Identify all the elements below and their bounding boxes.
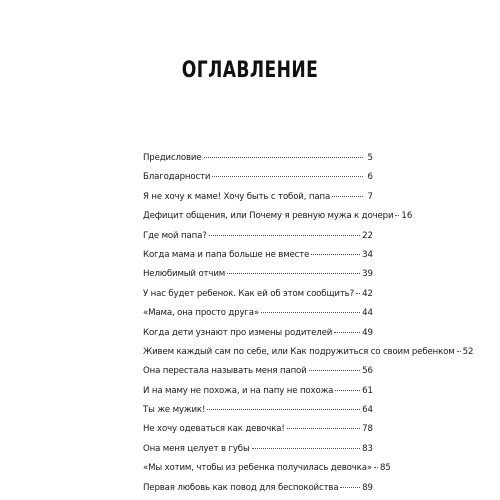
dot-leader — [311, 254, 360, 255]
toc-entry — [143, 149, 373, 168]
dot-leader — [335, 390, 360, 391]
toc-entry-page: 44 — [362, 308, 373, 319]
toc-entry-page: 61 — [362, 385, 373, 396]
toc-entry — [143, 343, 474, 362]
toc-entry — [143, 285, 373, 304]
toc-entry-title: «Мы хотим, чтобы из ребенка получилась девочка» — [143, 463, 372, 474]
toc-entry-page: 64 — [362, 405, 373, 416]
toc-entry-page: 16 — [401, 211, 413, 222]
toc-entry — [143, 459, 391, 478]
dot-leader — [309, 370, 360, 371]
toc-entry-title: Где мой папа? — [143, 230, 207, 241]
toc-entry-page: 56 — [362, 366, 373, 377]
dot-leader — [227, 273, 360, 274]
toc-entry — [143, 168, 373, 187]
dot-leader — [332, 196, 363, 197]
toc-entry — [143, 207, 413, 226]
toc-entry — [143, 246, 373, 265]
toc-entry-page: 22 — [362, 230, 373, 241]
toc-entry — [143, 304, 373, 323]
toc-entry-title: Первая любовь как повод для беспокойства — [143, 482, 339, 493]
toc-entry-page: 49 — [362, 327, 373, 338]
toc-entry-title: «Мама, она просто друга» — [143, 308, 259, 319]
toc-entry-title: Благодарности — [143, 172, 211, 183]
toc-entry — [143, 401, 373, 420]
toc-entry-title: Она меня целует в губы — [143, 443, 250, 454]
page-title: ОГЛАВЛЕНИЕ — [181, 58, 319, 83]
toc-entry-page: 6 — [367, 172, 373, 183]
toc-entry-title: Она перестала называть меня папой — [143, 366, 307, 377]
toc-entry-title: Не хочу одеваться как девочка! — [143, 424, 285, 435]
toc-entry-title: Когда дети узнают про измены родителей — [143, 327, 333, 338]
dot-leader — [212, 176, 363, 177]
dot-leader — [204, 157, 364, 158]
toc-entry-title: Дефицит общения, или Почему я ревную мужа к дочери — [143, 211, 394, 222]
toc-entry — [143, 420, 373, 439]
dot-leader — [457, 351, 461, 352]
dot-leader — [395, 215, 399, 216]
toc-entry — [143, 188, 373, 207]
toc-entry-page: 83 — [362, 443, 373, 454]
toc-entry — [143, 479, 373, 498]
dot-leader — [334, 332, 360, 333]
toc-entry-page: 39 — [362, 269, 373, 280]
toc-entry-title: Когда мама и папа больше не вместе — [143, 249, 310, 260]
dot-leader — [287, 428, 360, 429]
toc-entry-title: Я не хочу к маме! Хочу быть с тобой, папа — [143, 191, 331, 202]
dot-leader — [207, 409, 360, 410]
toc-entry-page: 85 — [379, 463, 391, 474]
dot-leader — [340, 487, 360, 488]
toc-entry — [143, 227, 373, 246]
toc-entry-title: Ты же мужик! — [143, 405, 206, 416]
toc-entry-page: 89 — [362, 482, 373, 493]
toc-entry — [143, 382, 373, 401]
toc-entry-title: Живем каждый сам по себе, или Как подружиться со своим ребенком — [143, 346, 455, 357]
toc-entry — [143, 265, 373, 284]
dot-leader — [261, 312, 360, 313]
toc-entry — [143, 362, 373, 381]
toc-entry-page: 78 — [362, 424, 373, 435]
toc-entry-page: 34 — [362, 249, 373, 260]
toc-entry-title: Нелюбимый отчим — [143, 269, 226, 280]
toc-entry-page: 5 — [367, 153, 373, 163]
toc-entry — [143, 324, 373, 343]
toc-entry-page: 42 — [362, 288, 373, 299]
toc-entry-page: 7 — [367, 191, 373, 202]
toc-entry-title: У нас будет ребенок. Как ей об этом сообщить? — [143, 288, 355, 299]
toc-entry-page: 52 — [462, 346, 474, 357]
dot-leader — [252, 448, 360, 449]
dot-leader — [356, 293, 360, 294]
dot-leader — [374, 467, 378, 468]
toc-entry — [143, 440, 373, 459]
toc-entry-title: Предисловие — [143, 153, 202, 163]
toc-list — [143, 149, 474, 498]
dot-leader — [209, 235, 360, 236]
toc-entry-title: И на маму не похожа, и на папу не похожа — [143, 385, 334, 396]
